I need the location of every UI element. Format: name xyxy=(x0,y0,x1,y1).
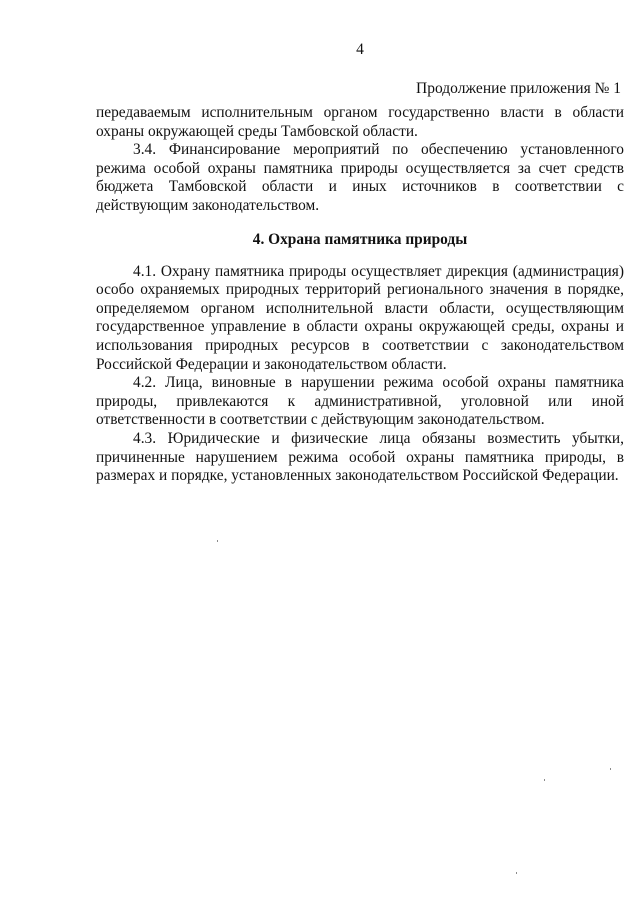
scan-speck xyxy=(610,768,611,770)
paragraph-4-3: 4.3. Юридические и физические лица обязаны возместить убытки, причиненные нарушением режима особой охраны памятника природы, в размерах и порядке, установленных законодательством Российской Федерации. xyxy=(96,429,624,485)
paragraph-continuation: передаваемым исполнительным органом государственно власти в области охраны окружающей среды Тамбовской области. xyxy=(96,104,624,140)
scan-speck xyxy=(516,872,517,874)
scan-speck xyxy=(217,540,218,542)
document-body xyxy=(96,104,624,486)
appendix-continuation-header: Продолжение приложения № 1 xyxy=(416,80,621,97)
paragraph-4-2: 4.2. Лица, виновные в нарушении режима особой охраны памятника природы, привлекаются к административной, уголовной или иной ответственности в соответствии с действующим законодательством. xyxy=(96,374,624,429)
paragraph-4-1: 4.1. Охрану памятника природы осуществляет дирекция (администрация) особо охраняемых природных территорий регионального значения в порядке, определяемом органом исполнительной власти области, осуществляющим государственное управление в области охраны окружающей среды, охраны и использования природных ресурсов в соответствии с законодательством Российской Федерации и законодательством области. xyxy=(96,262,624,373)
section-title: 4. Охрана памятника природы xyxy=(252,230,468,248)
paragraph-3-4: 3.4. Финансирование мероприятий по обеспечению установленного режима особой охраны памятника природы осуществляется за счет средств бюджета Тамбовской области и иных источников в соответствии с действующим законодательством. xyxy=(96,141,624,214)
scan-speck xyxy=(544,779,545,781)
page-number: 4 xyxy=(356,41,364,58)
